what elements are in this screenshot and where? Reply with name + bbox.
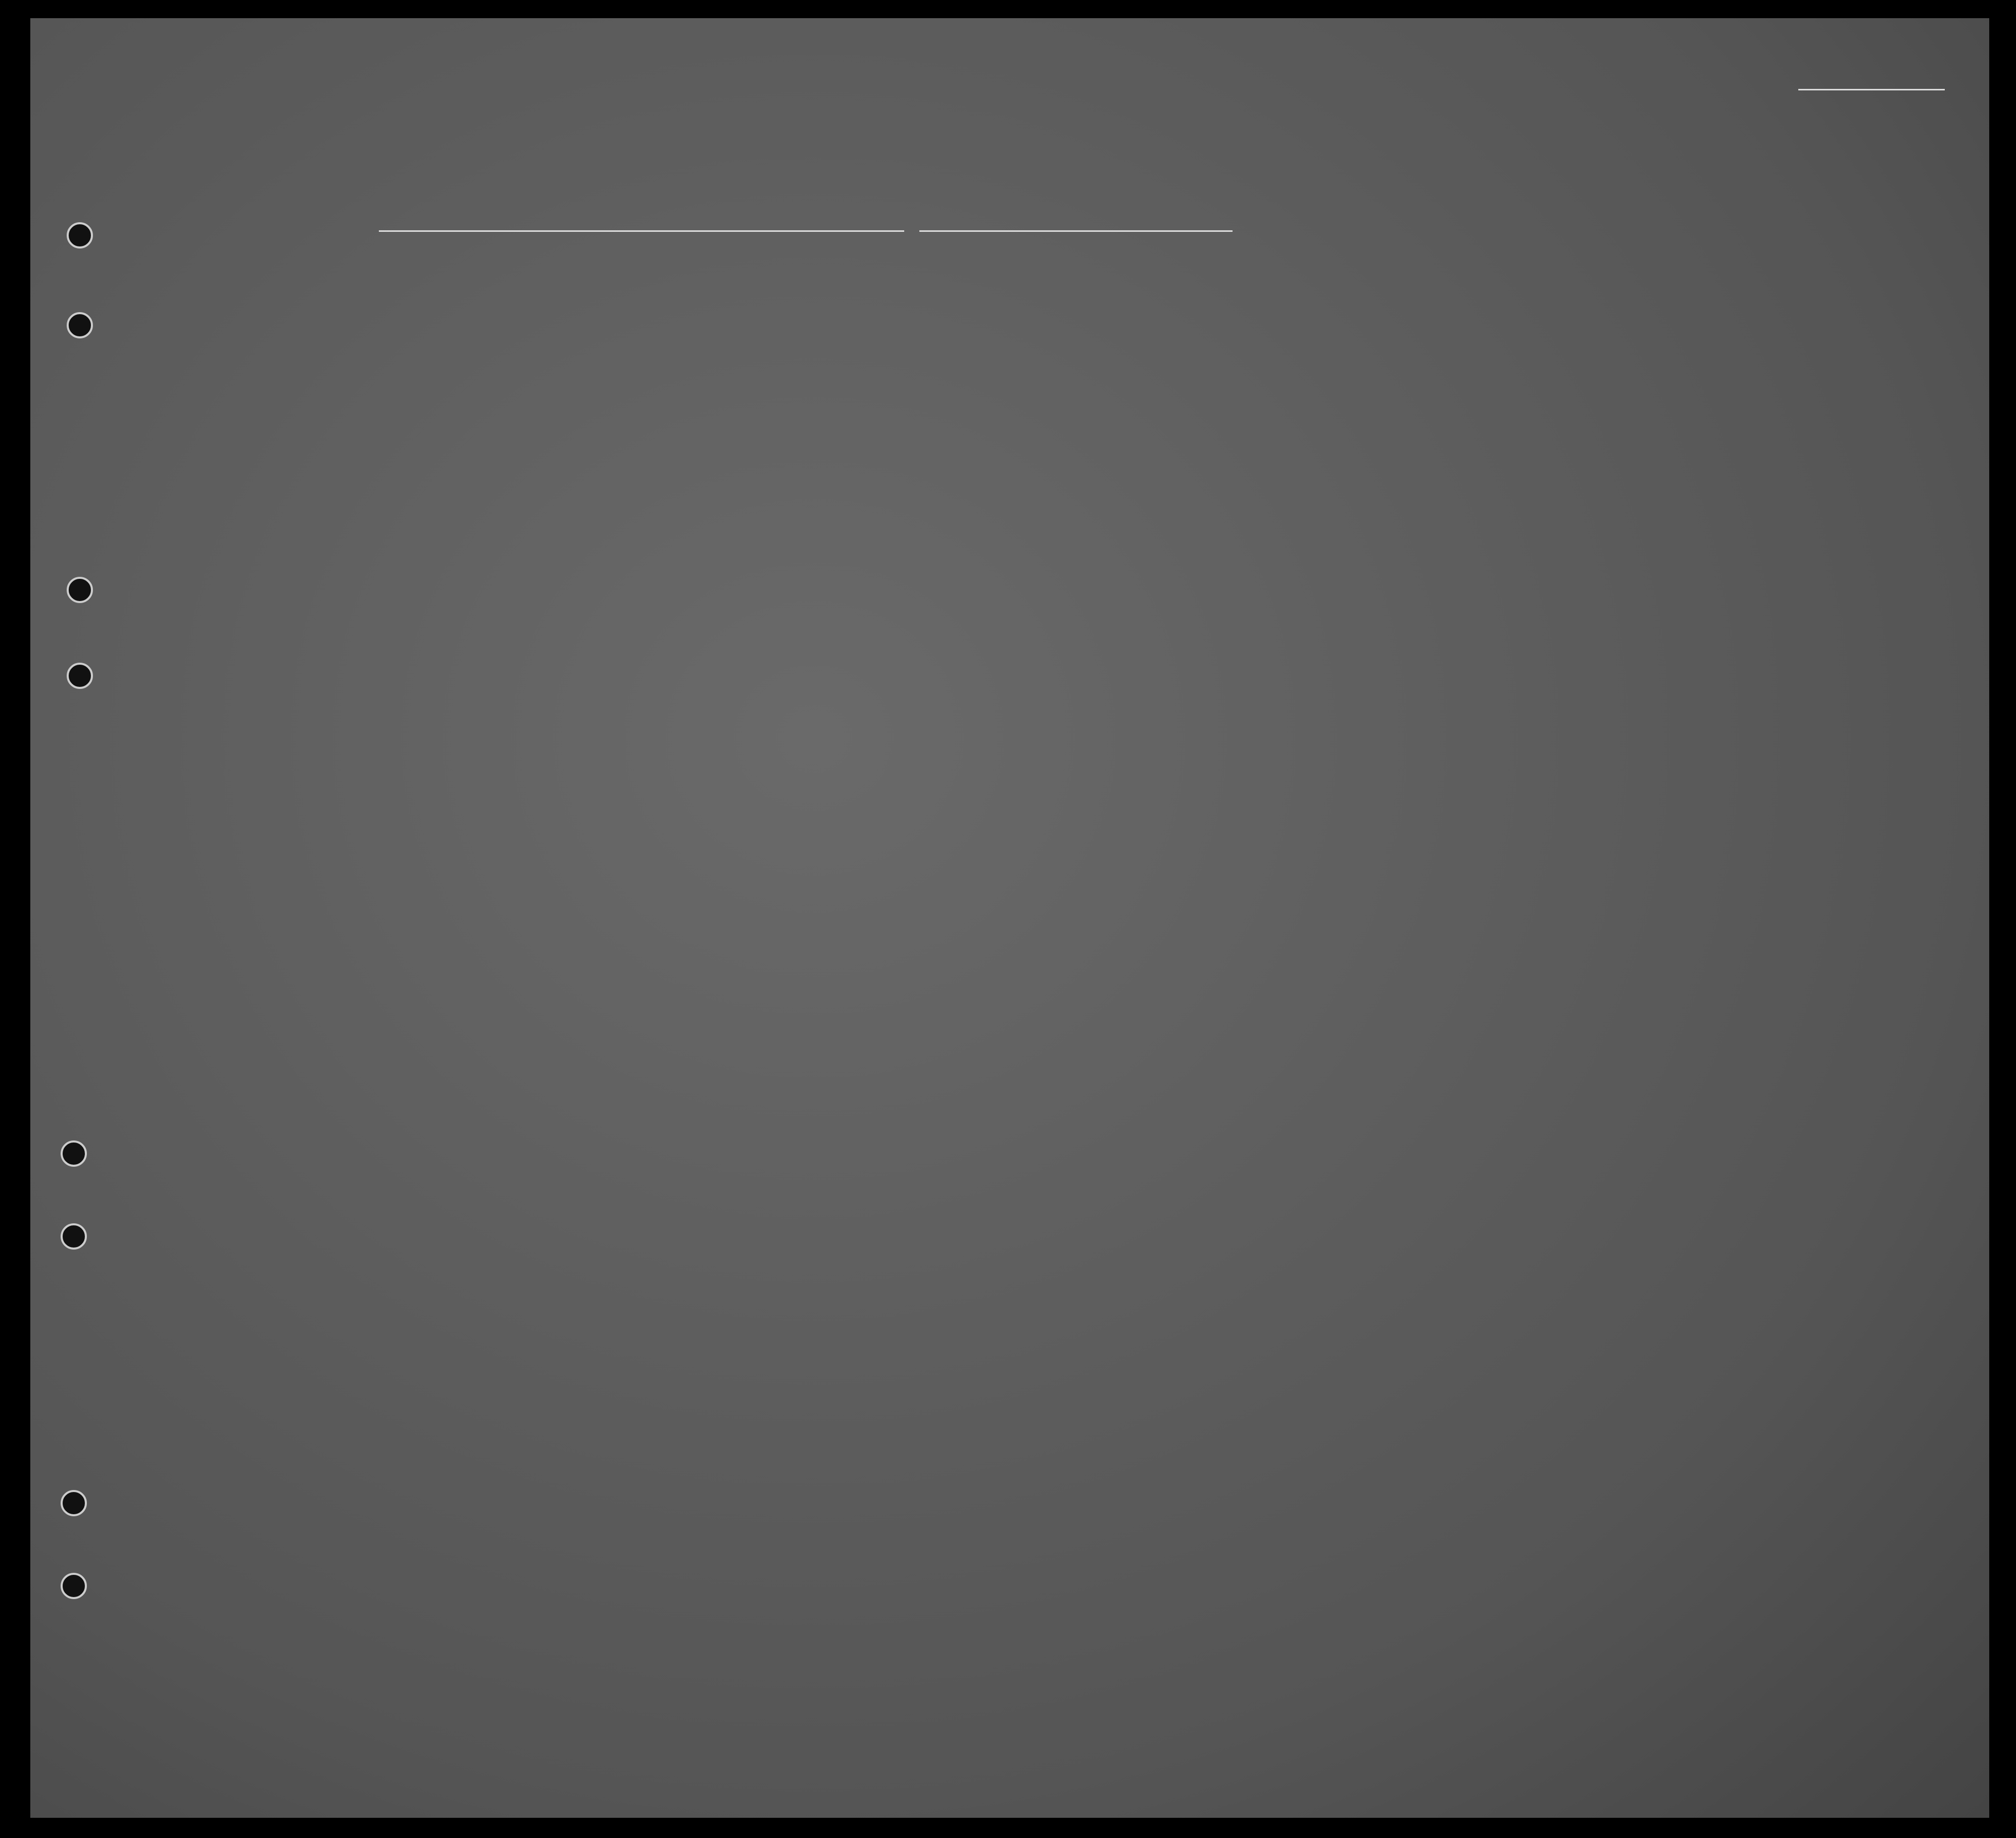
punch-hole [67, 312, 93, 338]
punch-hole [67, 577, 93, 603]
punch-hole [67, 663, 93, 689]
manifest-sheet [30, 18, 1989, 1818]
punch-hole [61, 1573, 87, 1599]
punch-hole [61, 1490, 87, 1516]
punch-hole [61, 1223, 87, 1250]
punch-hole [67, 222, 93, 249]
manifest-table [30, 18, 1989, 1818]
punch-hole [61, 1140, 87, 1167]
